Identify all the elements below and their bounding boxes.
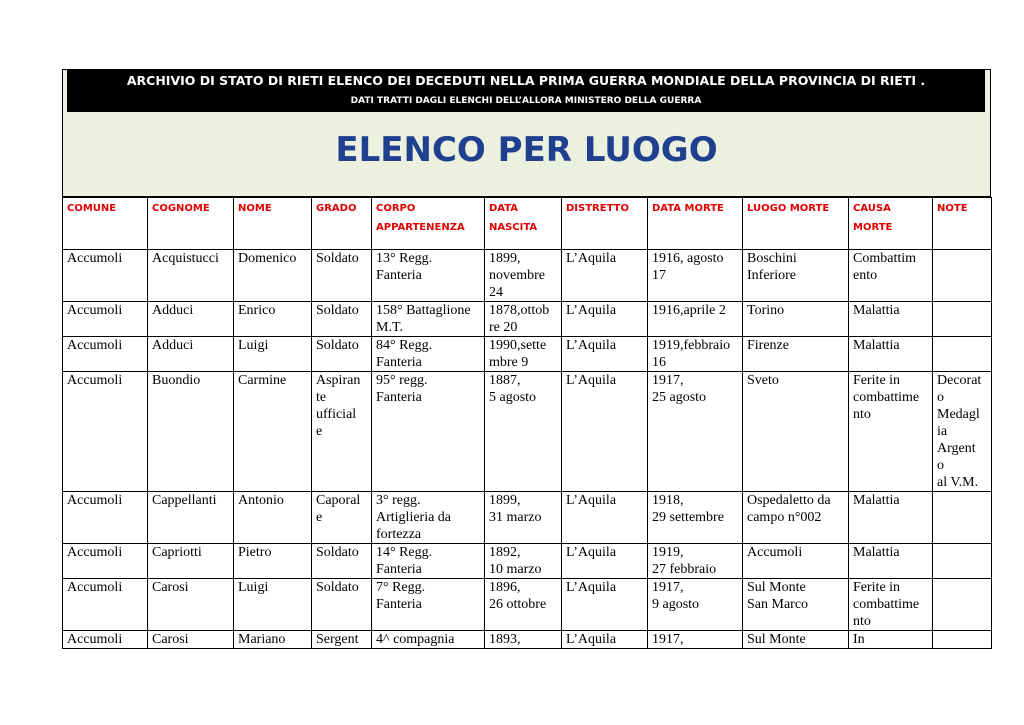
cell-luogo-morte: Ospedaletto da campo n°002 xyxy=(743,492,849,544)
cell-grado: Soldato xyxy=(312,302,372,337)
cell-distretto: L’Aquila xyxy=(562,544,648,579)
cell-data-nascita: 1878,ottob re 20 xyxy=(485,302,562,337)
table-row xyxy=(63,544,992,579)
cell-nome: Luigi xyxy=(234,337,312,372)
cell-comune: Accumoli xyxy=(63,250,148,302)
cell-nome: Pietro xyxy=(234,544,312,579)
cell-data-morte: 1917, 9 agosto xyxy=(648,579,743,631)
cell-data-morte: 1916, agosto 17 xyxy=(648,250,743,302)
column-header-luogo-morte: LUOGO MORTE xyxy=(743,198,849,250)
table-row xyxy=(63,250,992,302)
cell-nome: Domenico xyxy=(234,250,312,302)
cell-luogo-morte: Accumoli xyxy=(743,544,849,579)
cell-comune: Accumoli xyxy=(63,492,148,544)
cell-comune: Accumoli xyxy=(63,631,148,649)
cell-corpo: 158° Battaglione M.T. xyxy=(372,302,485,337)
cell-grado: Soldato xyxy=(312,544,372,579)
cell-grado: Sergent xyxy=(312,631,372,649)
cell-data-morte: 1916,aprile 2 xyxy=(648,302,743,337)
cell-distretto: L’Aquila xyxy=(562,302,648,337)
page-title: ELENCO PER LUOGO xyxy=(335,130,718,170)
table-row xyxy=(63,302,992,337)
cell-luogo-morte: Torino xyxy=(743,302,849,337)
cell-corpo: 14° Regg. Fanteria xyxy=(372,544,485,579)
cell-luogo-morte: Sul Monte San Marco xyxy=(743,579,849,631)
cell-luogo-morte: Firenze xyxy=(743,337,849,372)
records-table xyxy=(62,197,992,649)
column-header-distretto: DISTRETTO xyxy=(562,198,648,250)
cell-note xyxy=(933,631,992,649)
column-header-grado: GRADO xyxy=(312,198,372,250)
cell-comune: Accumoli xyxy=(63,579,148,631)
cell-luogo-morte: Boschini Inferiore xyxy=(743,250,849,302)
table-row xyxy=(63,579,992,631)
column-header-comune: COMUNE xyxy=(63,198,148,250)
table-row xyxy=(63,631,992,649)
cell-cognome: Cappellanti xyxy=(148,492,234,544)
column-header-data-morte: DATA MORTE xyxy=(648,198,743,250)
cell-note xyxy=(933,337,992,372)
header-line-1: ARCHIVIO DI STATO DI RIETI ELENCO DEI DECEDUTI NELLA PRIMA GUERRA MONDIALE DELLA PROVINCIA DI RIETI . xyxy=(126,73,926,88)
cell-note xyxy=(933,492,992,544)
cell-causa-morte: Malattia xyxy=(849,544,933,579)
cell-note: Decorat o Medagl ia Argent o al V.M. xyxy=(933,372,992,492)
cell-cognome: Carosi xyxy=(148,579,234,631)
cell-data-nascita: 1893, xyxy=(485,631,562,649)
cell-luogo-morte: Sul Monte xyxy=(743,631,849,649)
cell-cognome: Adduci xyxy=(148,337,234,372)
cell-distretto: L’Aquila xyxy=(562,631,648,649)
cell-cognome: Carosi xyxy=(148,631,234,649)
cell-note xyxy=(933,544,992,579)
column-header-causa-morte: CAUSA MORTE xyxy=(849,198,933,250)
cell-causa-morte: Combattim ento xyxy=(849,250,933,302)
column-header-cognome: COGNOME xyxy=(148,198,234,250)
cell-cognome: Capriotti xyxy=(148,544,234,579)
cell-cognome: Acquistucci xyxy=(148,250,234,302)
table-header-row xyxy=(63,198,992,250)
cell-cognome: Buondio xyxy=(148,372,234,492)
cell-corpo: 13° Regg. Fanteria xyxy=(372,250,485,302)
cell-data-morte: 1917, 25 agosto xyxy=(648,372,743,492)
cell-causa-morte: Ferite in combattime nto xyxy=(849,372,933,492)
column-header-nome: NOME xyxy=(234,198,312,250)
table-row xyxy=(63,372,992,492)
cell-luogo-morte: Sveto xyxy=(743,372,849,492)
cell-distretto: L’Aquila xyxy=(562,372,648,492)
cell-corpo: 3° regg. Artiglieria da fortezza xyxy=(372,492,485,544)
cell-grado: Aspiran te ufficial e xyxy=(312,372,372,492)
cell-grado: Soldato xyxy=(312,579,372,631)
column-header-data-nascita: DATA NASCITA xyxy=(485,198,562,250)
cell-note xyxy=(933,579,992,631)
cell-note xyxy=(933,250,992,302)
cell-cognome: Adduci xyxy=(148,302,234,337)
cell-corpo: 84° Regg. Fanteria xyxy=(372,337,485,372)
cell-grado: Caporal e xyxy=(312,492,372,544)
cell-data-morte: 1918, 29 settembre xyxy=(648,492,743,544)
header-band xyxy=(67,70,985,112)
cell-nome: Mariano xyxy=(234,631,312,649)
cell-distretto: L’Aquila xyxy=(562,337,648,372)
cell-grado: Soldato xyxy=(312,337,372,372)
cell-corpo: 95° regg. Fanteria xyxy=(372,372,485,492)
cell-nome: Enrico xyxy=(234,302,312,337)
header-line-2: DATI TRATTI DAGLI ELENCHI DELL’ALLORA MINISTERO DELLA GUERRA xyxy=(350,96,702,106)
cell-comune: Accumoli xyxy=(63,544,148,579)
cell-data-morte: 1917, xyxy=(648,631,743,649)
table-row xyxy=(63,492,992,544)
cell-causa-morte: Malattia xyxy=(849,492,933,544)
cell-causa-morte: Malattia xyxy=(849,337,933,372)
cell-note xyxy=(933,302,992,337)
cell-data-morte: 1919,febbraio 16 xyxy=(648,337,743,372)
cell-data-nascita: 1899, 31 marzo xyxy=(485,492,562,544)
column-header-corpo: CORPO APPARTENENZA xyxy=(372,198,485,250)
cell-causa-morte: Ferite in combattime nto xyxy=(849,579,933,631)
cell-nome: Antonio xyxy=(234,492,312,544)
cell-nome: Carmine xyxy=(234,372,312,492)
cell-data-morte: 1919, 27 febbraio xyxy=(648,544,743,579)
cell-data-nascita: 1896, 26 ottobre xyxy=(485,579,562,631)
cell-distretto: L’Aquila xyxy=(562,579,648,631)
header-box xyxy=(62,69,991,197)
cell-causa-morte: Malattia xyxy=(849,302,933,337)
cell-comune: Accumoli xyxy=(63,337,148,372)
cell-corpo: 4^ compagnia xyxy=(372,631,485,649)
cell-data-nascita: 1990,sette mbre 9 xyxy=(485,337,562,372)
cell-distretto: L’Aquila xyxy=(562,492,648,544)
cell-nome: Luigi xyxy=(234,579,312,631)
table-row xyxy=(63,337,992,372)
cell-data-nascita: 1899, novembre 24 xyxy=(485,250,562,302)
table-container xyxy=(62,197,991,649)
cell-grado: Soldato xyxy=(312,250,372,302)
cell-data-nascita: 1892, 10 marzo xyxy=(485,544,562,579)
cell-causa-morte: In xyxy=(849,631,933,649)
cell-comune: Accumoli xyxy=(63,302,148,337)
cell-corpo: 7° Regg. Fanteria xyxy=(372,579,485,631)
cell-data-nascita: 1887, 5 agosto xyxy=(485,372,562,492)
column-header-note: NOTE xyxy=(933,198,992,250)
cell-comune: Accumoli xyxy=(63,372,148,492)
cell-distretto: L’Aquila xyxy=(562,250,648,302)
